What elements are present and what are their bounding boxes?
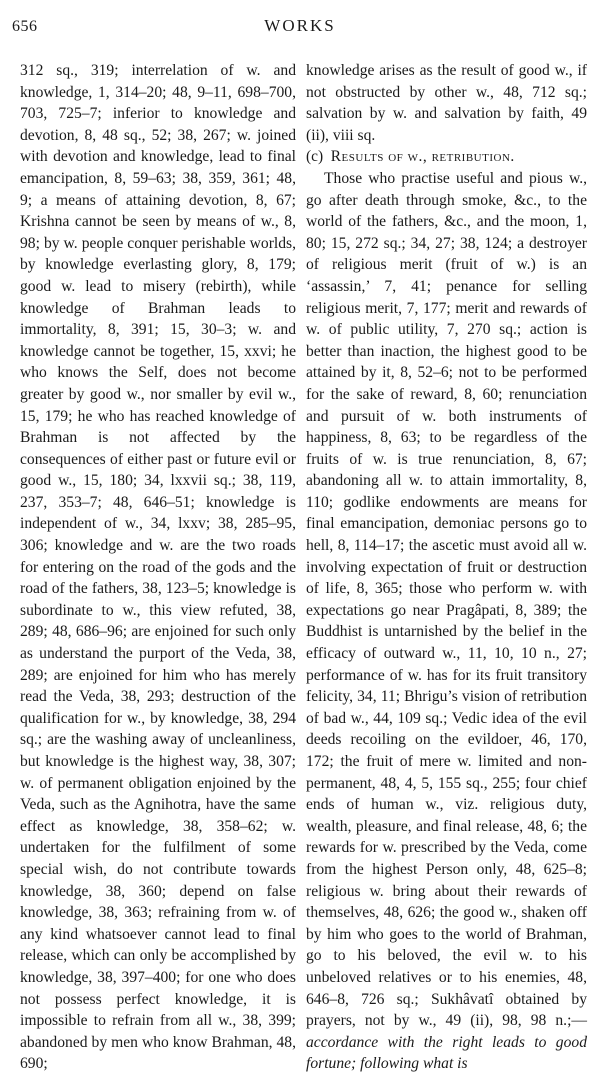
section-title: Results of w., retribution. [330,148,515,166]
right-column-body-text: Those who practise useful and pious w., go after death through smoke, &c., to the world of the fathers, &c., and the moon, 1, 80; 15, 272 sq.; 34, 27; 38, 124; a destroyer of religious merit (fruit of w.) is an ‘assassin,’ 7, 41; penance for selling religious merit, 7, 177; merit and rewards of w. of public utility, 7, 270 sq.; action is better than inaction, the highest good to be attained by it, 8, 52–6; not to be performed for the sake of reward, 8, 60; renunciation and pursuit of w. both instruments of happiness, 8, 63; to be regardless of the fruits of w. is true renunciation, 8, 67; abandoning all w. to attain immortality, 8, 110; godlike endowments are means for final emancipation, demoniac persons go to hell, 8, 114–17; the ascetic must avoid all w. involving expectation of fruit or destruction of life, 8, 365; those who perform w. with expectations go near Pragâpati, 8, 389; the Buddhist is untarnished by the belief in the efficacy of outward w., 11, 10, 10 n., 27; performance of w. has for its fruit transitory felicity, 34, 11; Bhrigu’s vision of retribution of bad w., 44, 109 sq.; Vedic idea of the evil deeds recoiling on the evildoer, 46, 170, 172; the fruit of mere w. limited and non-permanent, 48, 4, 5, 155 sq., 255; four chief ends of human w., viz. religious duty, wealth, pleasure, and final release, 48, 6; the rewards for w. prescribed by the Veda, come from the highest Person only, 48, 625–8; religious w. bring about their rewards of themselves, 48, 626; the good w., shaken off by him who goes to the world of Brahman, go to his beloved, the evil w. to his unbeloved relatives or to his enemies, 48, 646–8, 726 sq.; Sukhâvatî obtained by prayers, not by w., 49 (ii), 98, 98 n.; [306,169,587,1030]
section-marker: (c) [306,148,324,166]
quote-lead: — [571,1012,587,1030]
page-header [0,14,600,40]
right-column [306,60,587,1075]
section-heading [306,146,587,168]
right-column-body [306,168,587,1075]
right-column-continuation: knowledge arises as the result of good w., if not obstructed by other w., 48, 712 sq.; salvation by w. and salvation by faith, 49 (ii), viii sq. [306,62,587,144]
left-column-text: 312 sq., 319; interrelation of w. and knowledge, 1, 314–20; 48, 9–11, 698–700, 703, 725–7; inferior to knowledge and devotion, 8, 48 sq., 52; 38, 267; w. joined with devotion and knowledge, lead to final emancipation, 8, 59–63; 38, 359, 361; 48, 9; a means of attaining devotion, 8, 67; Krishna cannot be seen by means of w., 8, 98; by w. people conquer perishable worlds, by knowledge everlasting glory, 8, 179; good w. lead to misery (rebirth), while knowledge of Brahman leads to immortality, 8, 391; 15, 30–3; w. and knowledge cannot be together, 15, xxvi; he who knows the Self, does not become greater by good w., nor smaller by evil w., 15, 179; he who has reached knowledge of Brahman is not affected by the consequences of either past or future evil or good w., 15, 180; 34, lxxvii sq.; 38, 119, 237, 353–7; 48, 646–51; knowledge is independent of w., 34, lxxv; 38, 285–95, 306; knowledge and w. are the two roads for entering on the road of the gods and the road of the fathers, 38, 123–5; knowledge is subordinate to w., this view refuted, 38, 289; 48, 686–96; are enjoined for such only as understand the purport of the Veda, 38, 289; are enjoined for him who has merely read the Veda, 38, 293; destruction of the qualification for w., by knowledge, 38, 294 sq.; are the washing away of uncleanliness, but knowledge is the highest way, 38, 307; w. of permanent obligation enjoined by the Veda, such as the Agnihotra, have the same effect as knowledge, 38, 358–62; w. undertaken for the fulfilment of some special wish, do not contribute towards knowledge, 38, 360; depend on false knowledge, 38, 363; refraining from w. of any kind whatsoever cannot lead to final release, which can only be accomplished by knowledge, 38, 397–400; for one who does not possess perfect knowledge, it is impossible to refrain from all w., 38, 399; abandoned by men who know Brahman, 48, 690; [20,62,296,1073]
italic-quote: accordance with the right leads to good fortune; following what is [306,1033,587,1073]
left-column [20,60,296,1075]
page-number: 656 [12,18,38,35]
running-head: WORKS [264,16,336,35]
